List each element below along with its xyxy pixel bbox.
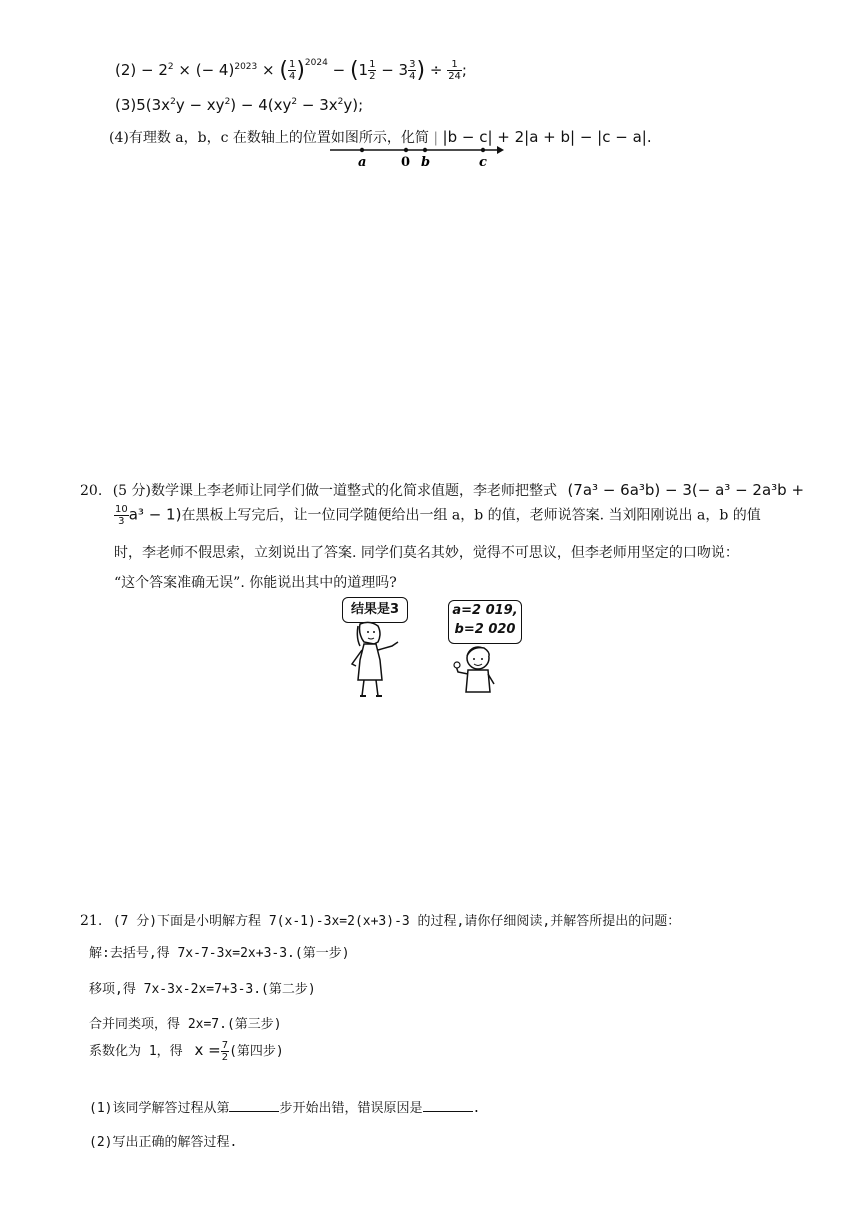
q19-item2-mid: − 3 — [376, 61, 409, 79]
q21-step4 — [89, 1040, 284, 1063]
q19-item3: $(3)5(3x^2y - xy^2) - 4(xy^2 - 3x^2y)$; — [115, 96, 364, 114]
fraction: $\frac{1}{24}$ — [448, 59, 461, 82]
q20-number: 20. — [80, 483, 103, 499]
q21-sub1-text-c: . — [472, 1101, 481, 1116]
q19-item2-prefix: (2) − 2 — [115, 61, 168, 79]
q19-item2-times2: × — [257, 61, 280, 79]
q21-step4-eq: x = — [194, 1041, 221, 1059]
number-line — [325, 140, 505, 172]
q20-line3 — [114, 542, 739, 562]
q21-sub2 — [89, 1131, 237, 1150]
q20-line1b: (7a³ − 6a³b) − 3(− a³ − 2a³b + — [567, 481, 805, 499]
q21-sub1 — [89, 1097, 480, 1116]
q21-line1 — [80, 910, 680, 929]
q19-item4-text: (4)有理数 a，b，c 在数轴上的位置如图所示，化简 — [109, 130, 429, 146]
fraction: $\frac{3}{4}$ — [409, 59, 416, 82]
fraction: $\frac{1}{4}$ — [288, 59, 296, 82]
q21-step4-suffix: (第四步) — [229, 1044, 284, 1059]
q21-number: 21. — [80, 913, 103, 929]
q21-step1 — [89, 942, 350, 961]
exponent: 2023 — [234, 62, 258, 72]
number-line-label-a: a — [358, 155, 367, 170]
q21-step2-text: 移项,得 7x-3x-2x=7+3-3.(第二步) — [89, 982, 316, 997]
q19-item4-expr: |b − c| + 2|a + b| − |c − a|. — [442, 128, 652, 146]
q21-line1-text: (7 分)下面是小明解方程 7(x-1)-3x=2(x+3)-3 的过程,请你仔细阅读,并解答所提出的问题： — [112, 914, 681, 929]
q21-sub1-text-b: 步开始出错，错误原因是 — [279, 1101, 423, 1116]
answer-blank-reason[interactable] — [423, 1097, 473, 1112]
fraction: $\frac{1}{2}$ — [369, 59, 376, 82]
exponent: 2 — [167, 62, 174, 72]
q20-line2b: 在黑板上写完后，让一位同学随便给出一组 a，b 的值，老师说答案. 当刘阳刚说出 a，b 的值 — [181, 507, 761, 524]
exponent: 2024 — [304, 58, 328, 68]
q20-line4 — [114, 572, 397, 592]
q19-item2-end: ; — [461, 61, 467, 79]
q19-item4-bar: | — [433, 130, 439, 146]
q20-line2a: a³ − 1) — [128, 505, 182, 524]
q21-step2 — [89, 978, 316, 997]
q20-line3-text: 时，李老师不假思索，立刻说出了答案. 同学们莫名其妙，觉得不可思议，但李老师用坚定的口吻说： — [114, 545, 739, 561]
number-line-label-b: b — [421, 155, 431, 170]
q21-step4-fraction: $\frac{7}{2}$ — [221, 1040, 229, 1063]
q20-line1 — [80, 480, 804, 500]
teacher-illustration — [330, 620, 410, 700]
student-bubble-line1: a=2 019, — [452, 603, 518, 618]
q21-sub1-text-a: (1)该同学解答过程从第 — [89, 1101, 230, 1116]
q19-item2: $(2) - 2^2$ × (− 4)$^{2023}$ × ( $\frac{1}{4}$ )$^{2024}$ − (1 $\frac{1}{2}$ − 3 $\frac{3}{4}$ ) ÷ $\frac{1}{24}$ ; — [115, 58, 467, 83]
student-bubble-line2: b=2 020 — [454, 622, 516, 637]
q21-sub2-text: (2)写出正确的解答过程. — [89, 1135, 238, 1150]
number-line-label-0: 0 — [401, 155, 411, 170]
answer-blank-step[interactable] — [229, 1097, 279, 1112]
teacher-bubble-text: 结果是3 — [350, 602, 400, 617]
q21-step3-text: 合并同类项，得 2x=7.(第三步) — [89, 1017, 282, 1032]
mixed-whole: 1 — [358, 61, 369, 79]
q19-item2-minus: − — [327, 61, 350, 79]
number-line-label-c: c — [479, 155, 487, 170]
q21-step4-text: 系数化为 1，得 — [89, 1044, 183, 1059]
student-illustration — [452, 644, 502, 696]
q20-line2 — [114, 504, 761, 527]
q19-item2-div: ÷ — [425, 61, 448, 79]
q21-step3 — [89, 1013, 282, 1032]
q20-line4-text: “这个答案准确无误”. 你能说出其中的道理吗? — [114, 575, 397, 591]
q20-line1a: (5 分)数学课上李老师让同学们做一道整式的化简求值题，李老师把整式 — [112, 483, 557, 499]
q19-item2-times1: × (− 4) — [173, 61, 235, 79]
q21-step1-text: 解:去括号,得 7x-7-3x=2x+3-3.(第一步) — [89, 946, 350, 961]
q20-fraction: $\frac{10}{3}$ — [115, 504, 128, 527]
student-speech-bubble — [448, 600, 522, 644]
